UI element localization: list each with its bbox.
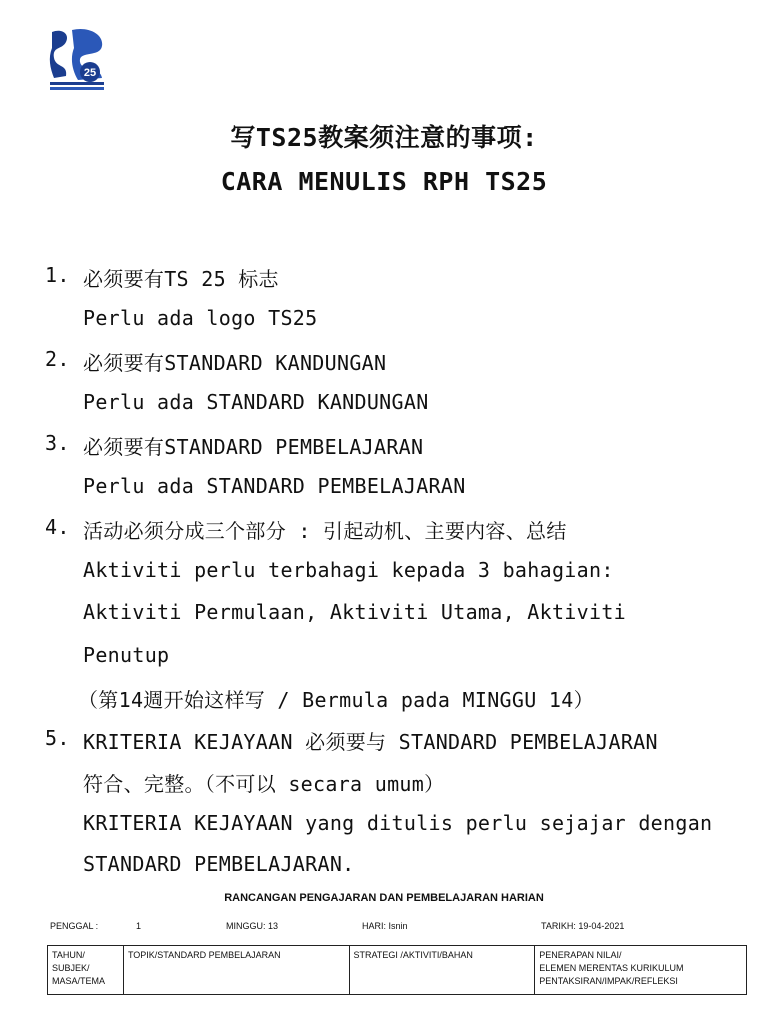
col-topik: TOPIK/STANDARD PEMBELAJARAN xyxy=(123,946,349,995)
item-3-number: 3. xyxy=(45,431,70,455)
penggal-value: 1 xyxy=(136,921,142,931)
col-penerapan: PENERAPAN NILAI/ ELEMEN MERENTAS KURIKULUM PENTAKSIRAN/IMPAK/REFLEKSI xyxy=(535,946,747,995)
item-4-number: 4. xyxy=(45,515,70,539)
hari-field: HARI: Isnin xyxy=(362,921,408,931)
item-3-line-1: 必须要有STANDARD PEMBELAJARAN xyxy=(83,435,424,459)
rph-table xyxy=(47,945,747,995)
penggal-label: PENGGAL : xyxy=(50,921,99,931)
item-4-line-4: Penutup xyxy=(83,643,170,667)
item-2-number: 2. xyxy=(45,347,70,371)
item-2-line-1: 必须要有STANDARD KANDUNGAN xyxy=(83,351,387,375)
minggu-field: MINGGU: 13 xyxy=(226,921,279,931)
col-tahun-subjek: TAHUN/ SUBJEK/ MASA/TEMA xyxy=(48,946,124,995)
item-4-line-3: Aktiviti Permulaan, Aktiviti Utama, Aktiviti xyxy=(83,600,627,624)
item-5-line-3: KRITERIA KEJAYAAN yang ditulis perlu sejajar dengan xyxy=(83,811,713,835)
item-2-line-2: Perlu ada STANDARD KANDUNGAN xyxy=(83,390,429,414)
tarikh-field: TARIKH: 19-04-2021 xyxy=(541,921,625,931)
item-1-line-2: Perlu ada logo TS25 xyxy=(83,306,318,330)
title-malay: CARA MENULIS RPH TS25 xyxy=(220,167,548,196)
col-strategi: STRATEGI /AKTIVITI/BAHAN xyxy=(349,946,535,995)
ts25-logo xyxy=(48,28,106,92)
item-4-line-1: 活动必须分成三个部分 : 引起动机、主要内容、总结 xyxy=(83,519,567,543)
item-5-number: 5. xyxy=(45,726,70,750)
title-chinese: 写TS25教案须注意的事项: xyxy=(230,123,538,152)
item-4-line-2: Aktiviti perlu terbahagi kepada 3 bahagian: xyxy=(83,558,614,582)
item-1-number: 1. xyxy=(45,263,70,287)
item-3-line-2: Perlu ada STANDARD PEMBELAJARAN xyxy=(83,474,466,498)
item-5-line-4: STANDARD PEMBELAJARAN. xyxy=(83,852,355,876)
item-5-line-2: 符合、完整。（不可以 secara umum） xyxy=(83,772,445,796)
table-row xyxy=(48,946,747,995)
item-5-line-1: KRITERIA KEJAYAAN 必须要与 STANDARD PEMBELAJARAN xyxy=(83,730,658,754)
rph-title: RANCANGAN PENGAJARAN DAN PEMBELAJARAN HARIAN xyxy=(224,892,544,904)
item-1-line-1: 必须要有TS 25 标志 xyxy=(83,267,279,291)
logo-number: 25 xyxy=(83,67,97,79)
item-4-line-5: （第14週开始这样写 / Bermula pada MINGGU 14） xyxy=(78,688,594,712)
